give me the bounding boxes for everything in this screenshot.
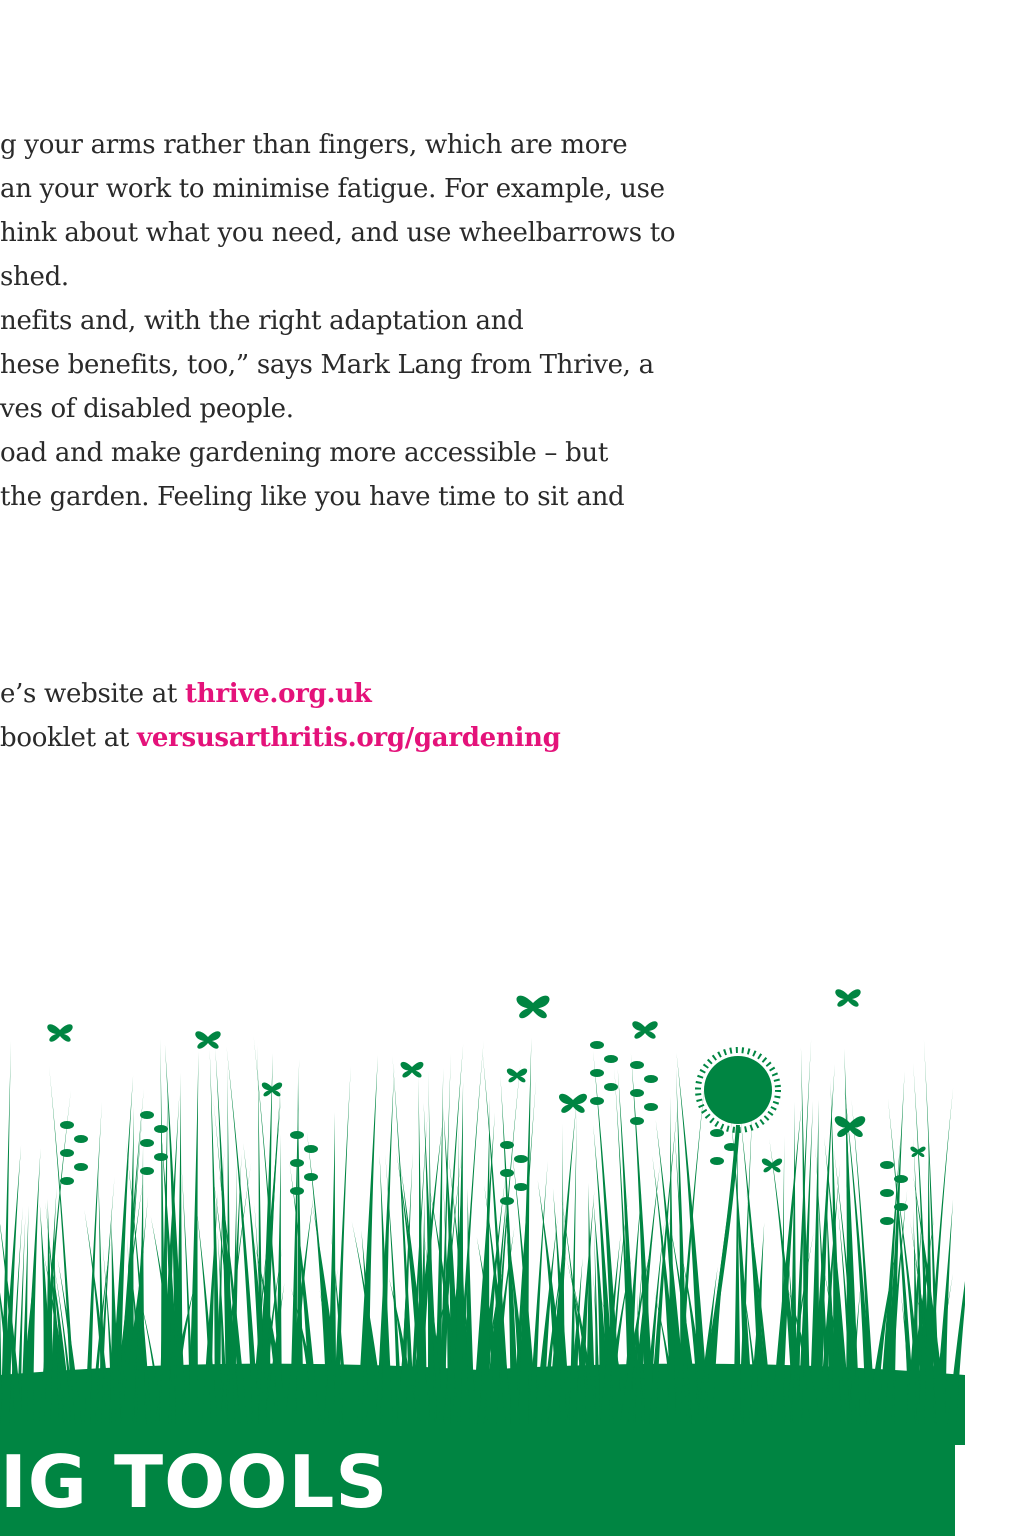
versus-arthritis-link[interactable]: versusarthritis.org/gardening (137, 723, 561, 753)
thrive-link[interactable]: thrive.org.uk (185, 679, 372, 709)
link-prefix: booklet at (0, 723, 138, 753)
grass-meadow-butterflies-icon (0, 975, 965, 1445)
body-line: nefits and, with the right adaptation and (0, 306, 524, 336)
body-line: hink about what you need, and use wheelbarrows to (0, 218, 676, 248)
body-line: oad and make gardening more accessible – but (0, 438, 609, 468)
article-body (0, 126, 700, 522)
body-line: ves of disabled people. (0, 394, 294, 424)
body-line: the garden. Feeling like you have time to sit and (0, 482, 625, 512)
resource-links (0, 676, 700, 764)
body-line: hese benefits, too,” says Mark Lang from Thrive, a (0, 350, 654, 380)
body-line: shed. (0, 262, 69, 292)
section-banner (0, 1424, 955, 1536)
banner-title: IG TOOLS (0, 1440, 389, 1524)
link-prefix: e’s website at (0, 679, 186, 709)
body-line: g your arms rather than fingers, which are more (0, 130, 628, 160)
thrive-link-line (0, 676, 700, 720)
body-line: an your work to minimise fatigue. For example, use (0, 174, 665, 204)
versus-arthritis-link-line (0, 720, 700, 764)
